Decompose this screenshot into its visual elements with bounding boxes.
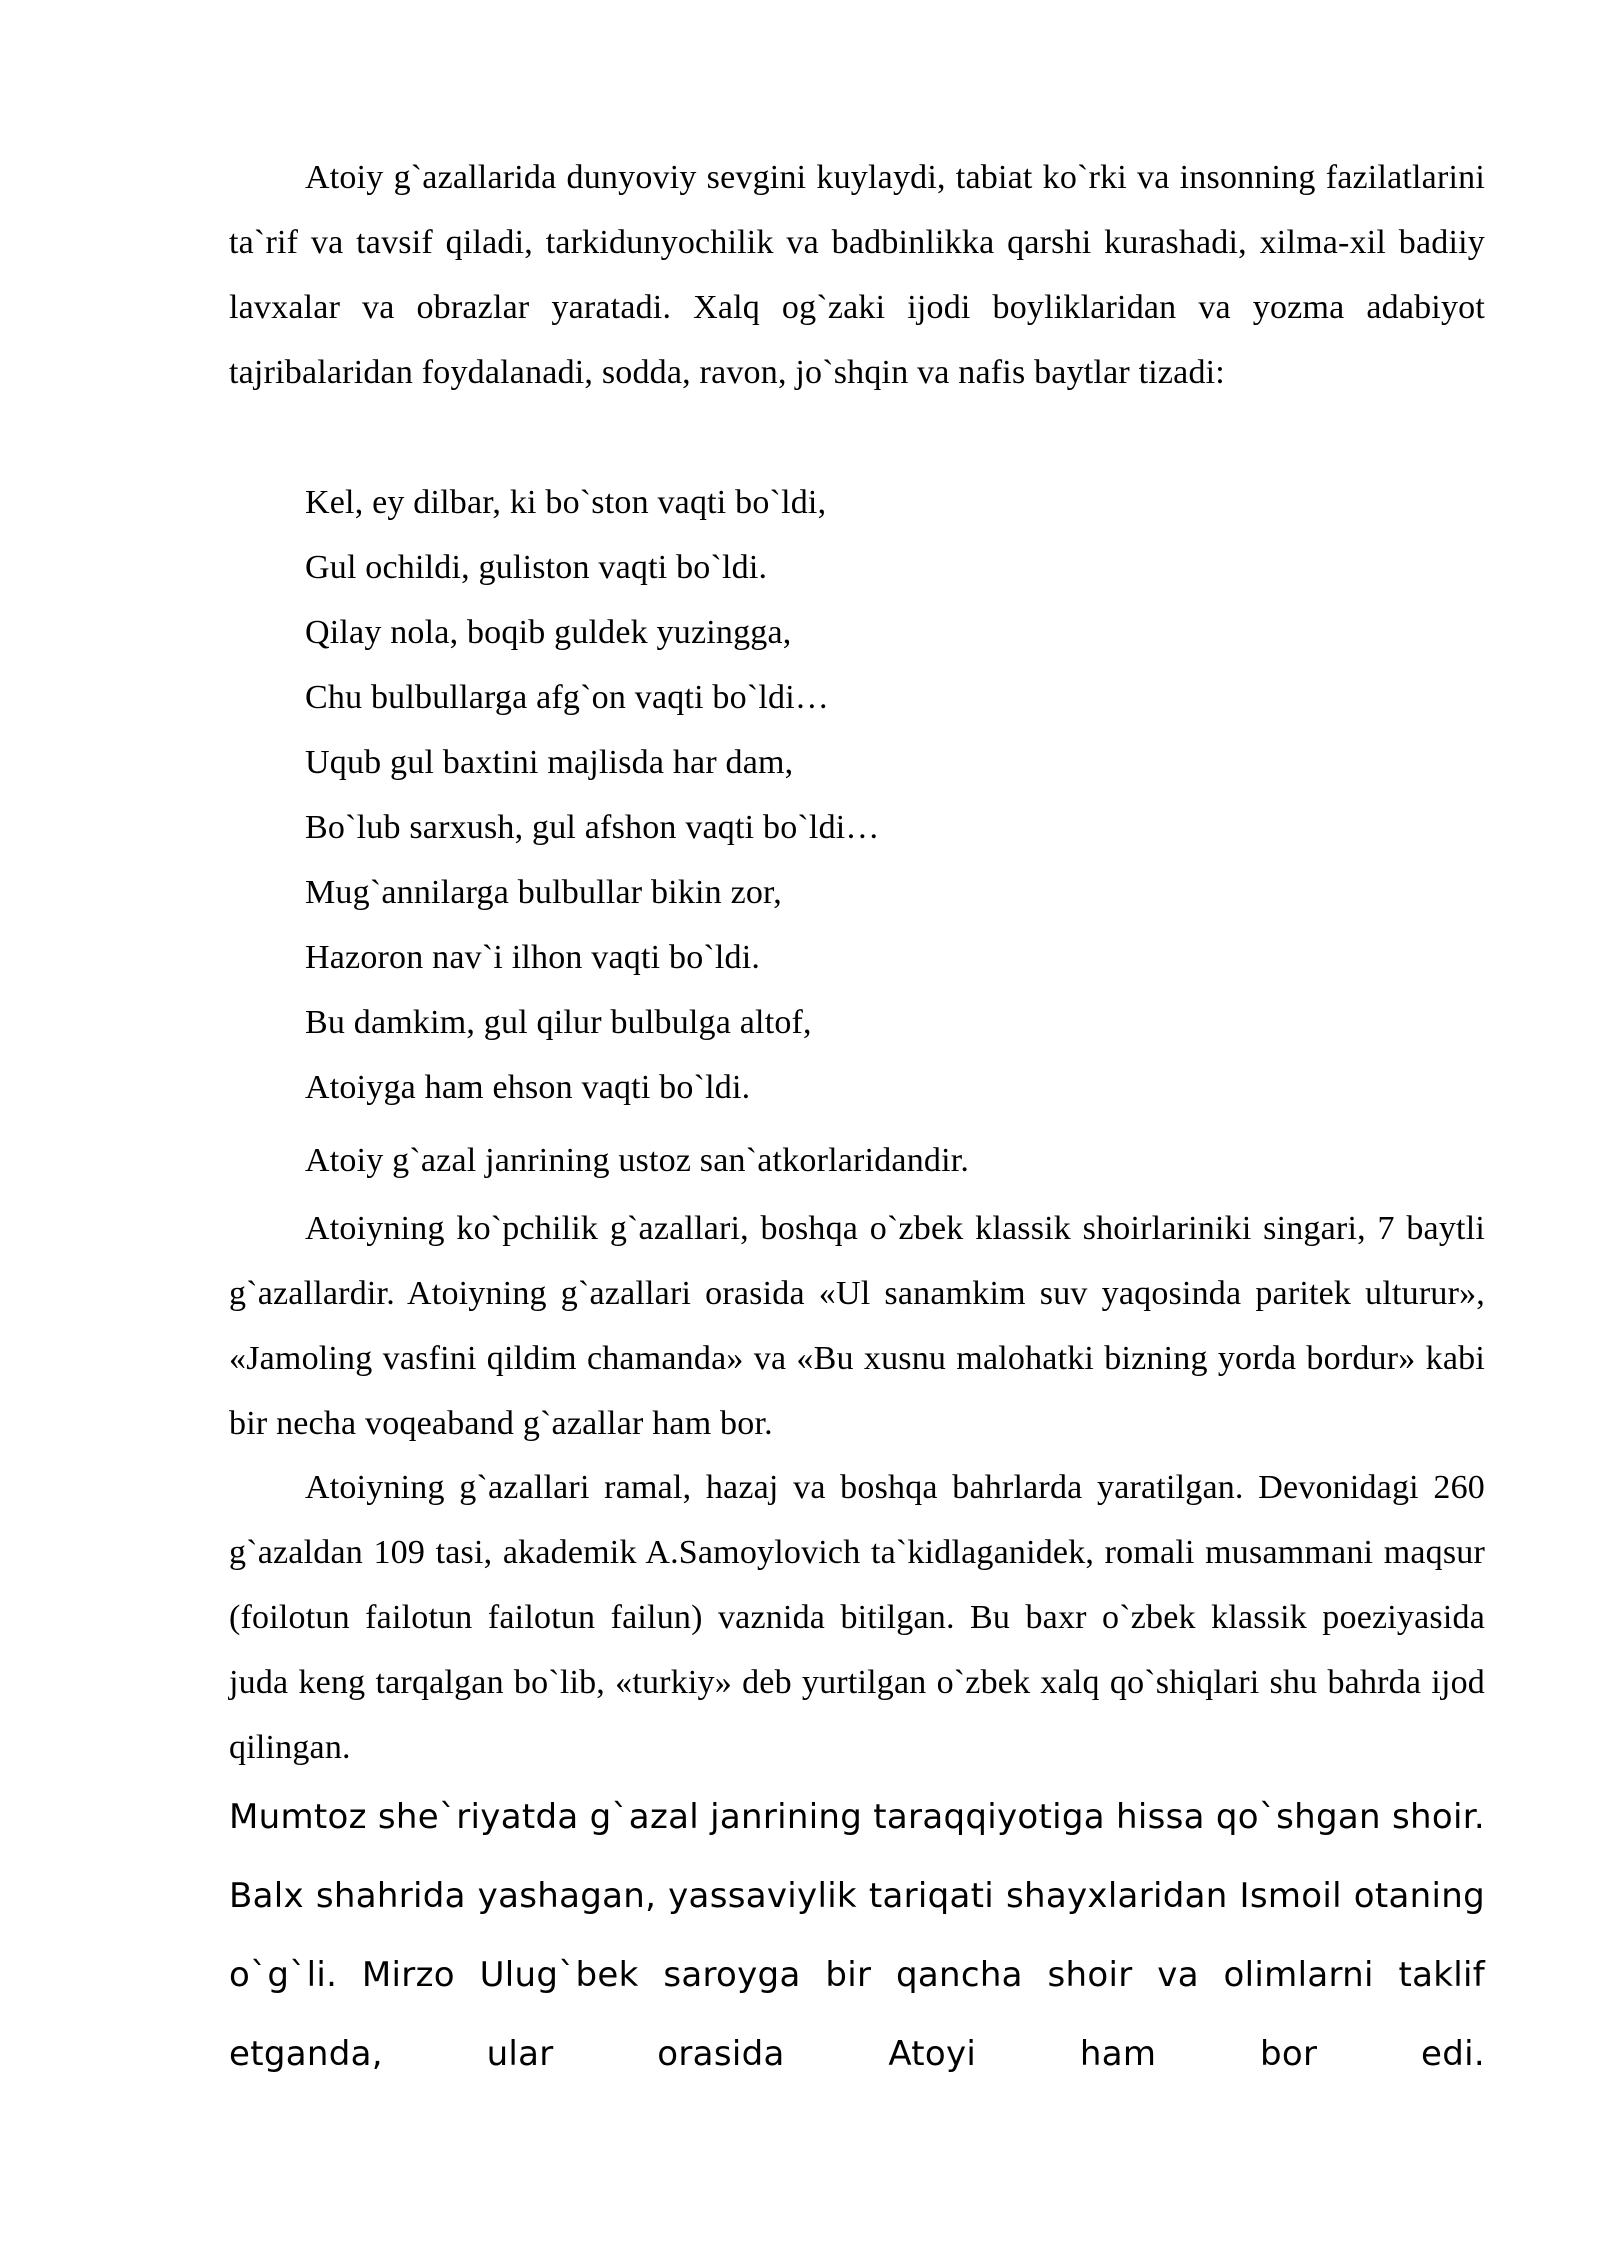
poem-line: Kel, ey dilbar, ki bo`ston vaqti bo`ldi, <box>305 484 827 521</box>
line-after-poem: Atoiy g`azal janrining ustoz san`atkorlaridandir. <box>305 1142 970 1179</box>
poem-line: Atoiyga ham ehson vaqti bo`ldi. <box>305 1069 751 1106</box>
poem-line: Mug`annilarga bulbullar bikin zor, <box>305 874 782 911</box>
paragraph-meter <box>229 1455 1485 1780</box>
poem-line: Bu damkim, gul qilur bulbulga altof, <box>305 1004 812 1041</box>
paragraph-gazal-count-text: Atoiyning ko`pchilik g`azallari, boshqa o`zbek klassik shoirlariniki singari, 7 baytli g`azallardir. Atoiyning g`azallari orasida «Ul sanamkim suv yaqosinda paritek ulturur», «Jamoling vasfini qildim chamanda» va «Bu xusnu malohatki bizning yorda bordur» kabi bir necha voqeaband g`azallar ham bor. <box>229 1210 1485 1442</box>
poem-line: Chu bulbullarga afg`on vaqti bo`ldi… <box>305 679 830 716</box>
paragraph-biography: Mumtoz she`riyatda g`azal janrining taraqqiyotiga hissa qo`shgan shoir. Balx shahrida yashagan, yassaviylik tariqati shayxlaridan Ismoil otaning o`g`li. Mirzo Ulug`bek saroyga bir qancha shoir va olimlarni taklif etganda, ular orasida Atoyi ham bor edi. <box>229 1797 1485 2074</box>
paragraph-gazal-count <box>229 1196 1485 1456</box>
poem-verse <box>305 470 880 1120</box>
paragraph-intro-text: Atoiy g`azallarida dunyoviy sevgini kuylaydi, tabiat ko`rki va insonning fazilatlarini ta`rif va tavsif qiladi, tarkidunyochilik va badbinlikka qarshi kurashadi, xilma-xil badiiy lavxalar va obrazlar yaratadi. Xalq og`zaki ijodi boyliklaridan va yozma adabiyot tajribalaridan foydalanadi, sodda, ravon, jo`shqin va nafis baytlar tizadi: <box>229 159 1485 391</box>
poem-line: Uqub gul baxtini majlisda har dam, <box>305 744 794 781</box>
paragraph-meter-text: Atoiyning g`azallari ramal, hazaj va boshqa bahrlarda yaratilgan. Devonidagi 260 g`azaldan 109 tasi, akademik A.Samoylovich ta`kidlaganidek, romali musammani maqsur (foilotun failotun failotun failun) vaznida bitilgan. Bu baxr o`zbek klassik poeziyasida juda keng tarqalgan bo`lib, «turkiy» deb yurtilgan o`zbek xalq qo`shiqlari shu bahrda ijod qilingan. <box>229 1469 1485 1766</box>
poem-line: Qilay nola, boqib guldek yuzingga, <box>305 614 792 651</box>
poem-line: Hazoron nav`i ilhon vaqti bo`ldi. <box>305 939 761 976</box>
poem-line: Bo`lub sarxush, gul afshon vaqti bo`ldi… <box>305 809 880 846</box>
paragraph-intro <box>229 145 1485 405</box>
poem-line: Gul ochildi, guliston vaqti bo`ldi. <box>305 549 768 586</box>
